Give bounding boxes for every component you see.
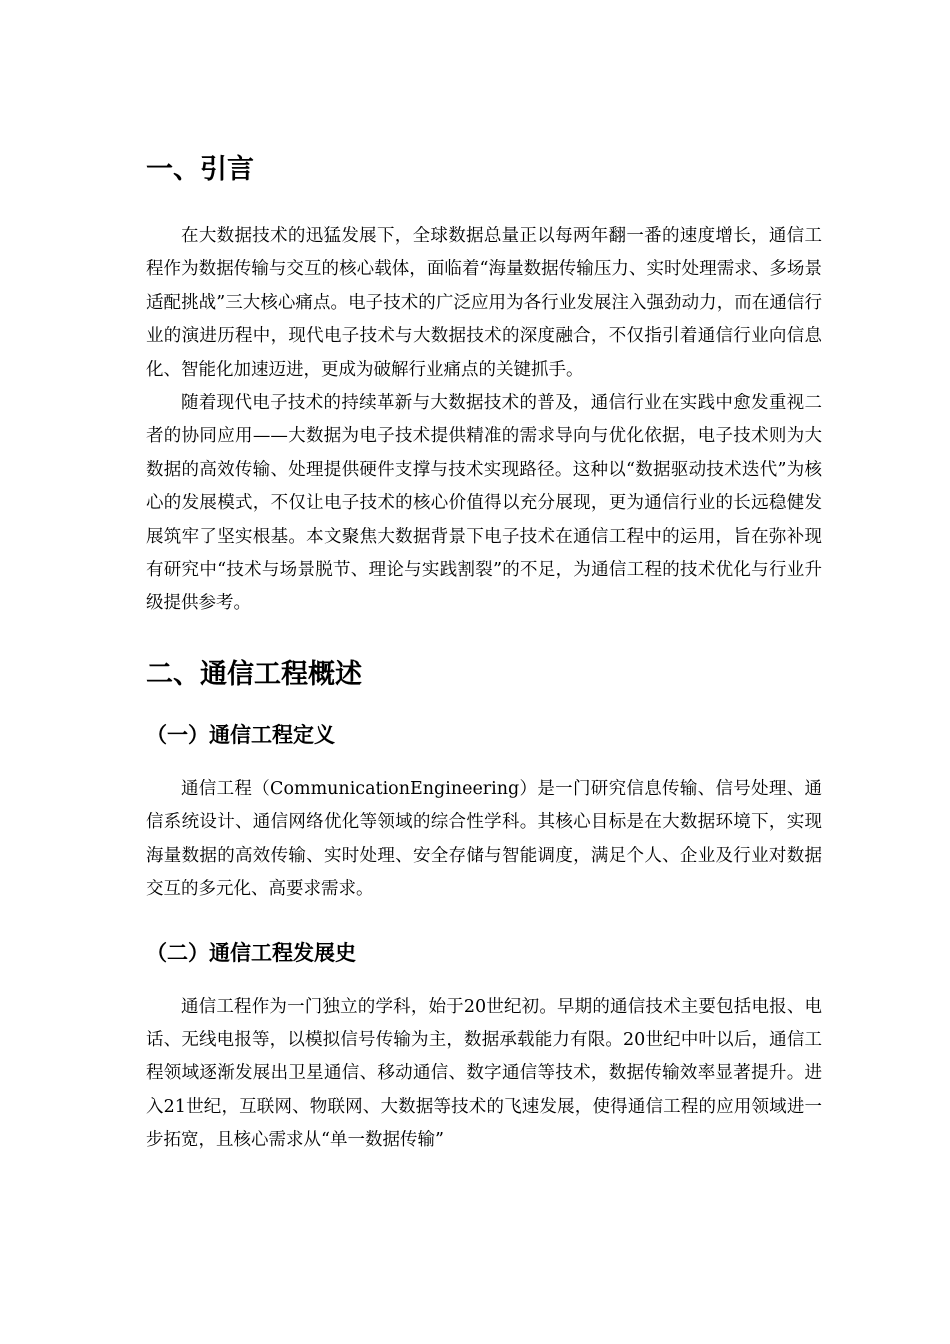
introduction-paragraph-1: 在大数据技术的迅猛发展下，全球数据总量正以每两年翻一番的速度增长，通信工程作为数据传输与交互的核心载体，面临着“海量数据传输压力、实时处理需求、多场景适配挑战”三大核心痛点。电子技术的广泛应用为各行业发展注入强劲动力，而在通信行业的演进历程中，现代电子技术与大数据技术的深度融合，不仅指引着通信行业向信息化、智能化加速迈进，更成为破解行业痛点的关键抓手。 <box>146 226 822 380</box>
document-body <box>146 150 822 1158</box>
section-heading-overview: 二、通信工程概述 <box>146 658 362 690</box>
subsection-heading-history: （二）通信工程发展史 <box>146 940 356 965</box>
section-heading-introduction: 一、引言 <box>146 154 254 185</box>
definition-paragraph: 通信工程（CommunicationEngineering）是一门研究信息传输、信号处理、通信系统设计、通信网络优化等领域的综合性学科。其核心目标是在大数据环境下，实现海量数据的高效传输、实时处理、安全存储与智能调度，满足个人、企业及行业对数据交互的多元化、高要求需求。 <box>146 778 822 900</box>
history-paragraph: 通信工程作为一门独立的学科，始于20世纪初。早期的通信技术主要包括电报、电话、无线电报等，以模拟信号传输为主，数据承载能力有限。20世纪中叶以后，通信工程领域逐渐发展出卫星通信、移动通信、数字通信等技术，数据传输效率显著提升。进入21世纪，互联网、物联网、大数据等技术的飞速发展，使得通信工程的应用领域进一步拓宽，且核心需求从“单一数据传输” <box>146 996 822 1151</box>
introduction-paragraph-2: 随着现代电子技术的持续革新与大数据技术的普及，通信行业在实践中愈发重视二者的协同应用——大数据为电子技术提供精准的需求导向与优化依据，电子技术则为大数据的高效传输、处理提供硬件支撑与技术实现路径。这种以“数据驱动技术迭代”为核心的发展模式，不仅让电子技术的核心价值得以充分展现，更为通信行业的长远稳健发展筑牢了坚实根基。本文聚焦大数据背景下电子技术在通信工程中的运用，旨在弥补现有研究中“技术与场景脱节、理论与实践割裂”的不足，为通信工程的技术优化与行业升级提供参考。 <box>146 393 822 614</box>
subsection-heading-definition: （一）通信工程定义 <box>146 722 335 747</box>
